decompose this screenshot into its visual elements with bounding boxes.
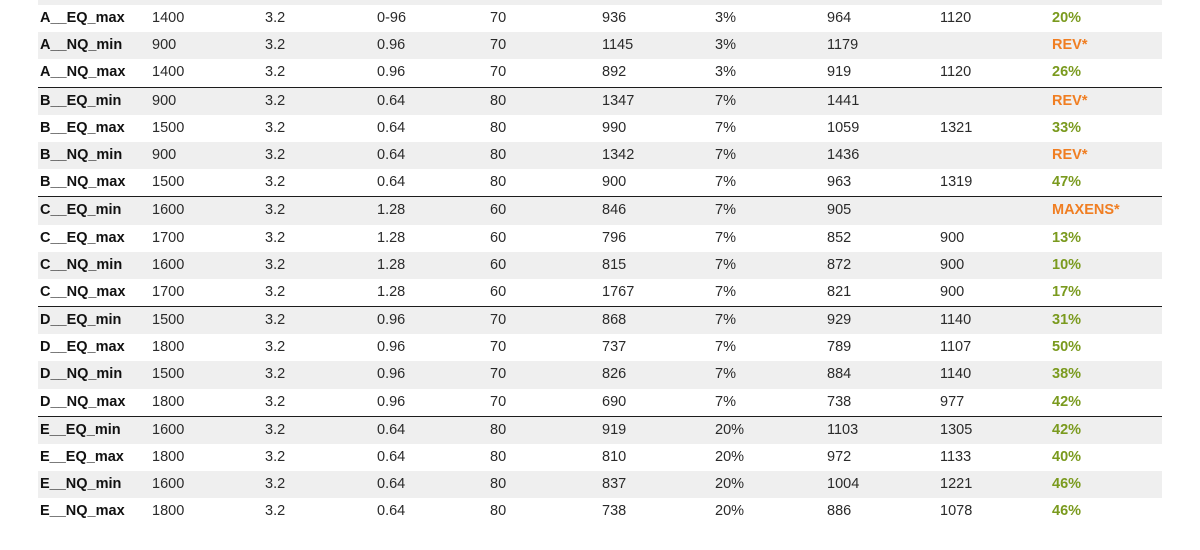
col6-cell: 20% xyxy=(715,449,745,465)
table-row xyxy=(38,471,1162,498)
result-cell: 31% xyxy=(1052,312,1082,329)
result-cell: REV* xyxy=(1052,92,1088,109)
col4-cell: 70 xyxy=(490,339,507,356)
col3-cell: 0.64 xyxy=(377,449,406,465)
table-row xyxy=(38,307,1162,334)
col1-cell: 1800 xyxy=(152,393,185,410)
table-row xyxy=(38,498,1162,525)
results-table xyxy=(38,0,1162,526)
col1-cell: 1500 xyxy=(152,366,185,383)
col1-cell: 1400 xyxy=(152,64,185,81)
col5-cell: 846 xyxy=(602,202,627,219)
col2-cell: 3.2 xyxy=(265,256,286,273)
col7-cell: 1436 xyxy=(827,146,860,163)
col4-cell: 60 xyxy=(490,202,507,219)
col1-cell: 1800 xyxy=(152,339,185,356)
case-id-cell: B__NQ_max xyxy=(40,174,126,191)
col3-cell: 0.96 xyxy=(377,37,406,54)
case-id-cell: E__NQ_max xyxy=(40,503,125,520)
col5-cell: 990 xyxy=(602,119,627,136)
col6-cell: 7% xyxy=(715,174,736,191)
col1-cell: 1700 xyxy=(152,283,185,300)
col6-cell: 20% xyxy=(715,421,745,438)
result-cell: 47% xyxy=(1052,174,1082,191)
col3-cell: 0-96 xyxy=(377,10,407,26)
case-id-cell: D__EQ_min xyxy=(40,312,122,329)
case-id-cell: A__EQ_max xyxy=(40,10,125,26)
col6-cell: 7% xyxy=(715,393,736,410)
result-cell: REV* xyxy=(1052,37,1088,54)
col4-cell: 80 xyxy=(490,503,507,520)
table-row xyxy=(38,88,1162,115)
table-row xyxy=(38,59,1162,87)
col5-cell: 1342 xyxy=(602,146,635,163)
col2-cell: 3.2 xyxy=(265,146,286,163)
col6-cell: 7% xyxy=(715,256,736,273)
table-body xyxy=(38,5,1162,526)
col1-cell: 1600 xyxy=(152,421,185,438)
col1-cell: 1700 xyxy=(152,229,185,246)
col3-cell: 1.28 xyxy=(377,283,406,300)
col8-cell: 1221 xyxy=(940,476,973,493)
col1-cell: 1500 xyxy=(152,119,185,136)
col1-cell: 1400 xyxy=(152,10,185,26)
col1-cell: 900 xyxy=(152,92,177,109)
case-id-cell: E__NQ_min xyxy=(40,476,122,493)
col4-cell: 60 xyxy=(490,256,507,273)
col2-cell: 3.2 xyxy=(265,503,286,520)
col3-cell: 1.28 xyxy=(377,202,406,219)
table-row xyxy=(38,5,1162,32)
col7-cell: 789 xyxy=(827,339,852,356)
col7-cell: 872 xyxy=(827,256,852,273)
col2-cell: 3.2 xyxy=(265,421,286,438)
col1-cell: 1600 xyxy=(152,202,185,219)
col5-cell: 1767 xyxy=(602,283,635,300)
col4-cell: 80 xyxy=(490,174,507,191)
col1-cell: 1600 xyxy=(152,476,185,493)
case-id-cell: C__EQ_min xyxy=(40,202,122,219)
col2-cell: 3.2 xyxy=(265,449,286,465)
case-id-cell: A__NQ_max xyxy=(40,64,126,81)
result-cell: 13% xyxy=(1052,229,1082,246)
col5-cell: 919 xyxy=(602,421,627,438)
col5-cell: 815 xyxy=(602,256,627,273)
col2-cell: 3.2 xyxy=(265,64,286,81)
col3-cell: 0.96 xyxy=(377,366,406,383)
col7-cell: 905 xyxy=(827,202,852,219)
table-row xyxy=(38,142,1162,169)
col2-cell: 3.2 xyxy=(265,339,286,356)
result-cell: REV* xyxy=(1052,146,1088,163)
col7-cell: 738 xyxy=(827,393,852,410)
col7-cell: 886 xyxy=(827,503,852,520)
table-row xyxy=(38,197,1162,224)
col3-cell: 0.64 xyxy=(377,92,406,109)
col7-cell: 964 xyxy=(827,10,852,26)
col8-cell: 900 xyxy=(940,229,965,246)
col2-cell: 3.2 xyxy=(265,283,286,300)
col8-cell: 977 xyxy=(940,393,965,410)
col6-cell: 3% xyxy=(715,37,736,54)
col5-cell: 826 xyxy=(602,366,627,383)
case-id-cell: B__NQ_min xyxy=(40,146,123,163)
result-cell: 20% xyxy=(1052,10,1082,26)
result-cell: 10% xyxy=(1052,256,1082,273)
col8-cell: 1120 xyxy=(940,10,972,26)
col7-cell: 1059 xyxy=(827,119,860,136)
col8-cell: 1133 xyxy=(940,449,972,465)
col2-cell: 3.2 xyxy=(265,366,286,383)
col2-cell: 3.2 xyxy=(265,229,286,246)
col5-cell: 1347 xyxy=(602,92,635,109)
col5-cell: 900 xyxy=(602,174,627,191)
table-row xyxy=(38,169,1162,197)
col1-cell: 1600 xyxy=(152,256,185,273)
col8-cell: 1120 xyxy=(940,64,972,81)
col4-cell: 70 xyxy=(490,393,507,410)
col3-cell: 1.28 xyxy=(377,229,406,246)
col1-cell: 900 xyxy=(152,37,177,54)
col6-cell: 7% xyxy=(715,146,736,163)
col7-cell: 821 xyxy=(827,283,852,300)
result-cell: 17% xyxy=(1052,283,1082,300)
col3-cell: 0.96 xyxy=(377,312,406,329)
col2-cell: 3.2 xyxy=(265,10,286,26)
table-row xyxy=(38,32,1162,59)
case-id-cell: A__NQ_min xyxy=(40,37,123,54)
col3-cell: 0.64 xyxy=(377,119,406,136)
case-id-cell: B__EQ_max xyxy=(40,119,125,136)
col7-cell: 852 xyxy=(827,229,852,246)
col3-cell: 0.96 xyxy=(377,64,406,81)
col4-cell: 70 xyxy=(490,10,507,26)
col2-cell: 3.2 xyxy=(265,174,286,191)
case-id-cell: C__NQ_min xyxy=(40,256,123,273)
col4-cell: 80 xyxy=(490,476,507,493)
col5-cell: 892 xyxy=(602,64,627,81)
col4-cell: 70 xyxy=(490,366,507,383)
col5-cell: 690 xyxy=(602,393,627,410)
col6-cell: 3% xyxy=(715,10,736,26)
table-row xyxy=(38,252,1162,279)
col7-cell: 1103 xyxy=(827,421,859,438)
col5-cell: 796 xyxy=(602,229,627,246)
result-cell: 26% xyxy=(1052,64,1082,81)
table-row xyxy=(38,417,1162,444)
col6-cell: 7% xyxy=(715,92,736,109)
col6-cell: 7% xyxy=(715,339,736,356)
col4-cell: 70 xyxy=(490,37,507,54)
col6-cell: 7% xyxy=(715,229,736,246)
col6-cell: 3% xyxy=(715,64,736,81)
col3-cell: 0.64 xyxy=(377,174,406,191)
col8-cell: 900 xyxy=(940,256,965,273)
col8-cell: 900 xyxy=(940,283,965,300)
col1-cell: 900 xyxy=(152,146,177,163)
col6-cell: 7% xyxy=(715,283,736,300)
result-cell: MAXENS* xyxy=(1052,202,1120,219)
col4-cell: 60 xyxy=(490,229,507,246)
col2-cell: 3.2 xyxy=(265,476,286,493)
col8-cell: 1107 xyxy=(940,339,972,356)
col7-cell: 929 xyxy=(827,312,852,329)
col3-cell: 0.64 xyxy=(377,146,406,163)
col4-cell: 80 xyxy=(490,421,507,438)
col6-cell: 7% xyxy=(715,366,736,383)
col8-cell: 1319 xyxy=(940,174,973,191)
col5-cell: 868 xyxy=(602,312,627,329)
col4-cell: 80 xyxy=(490,92,507,109)
col4-cell: 70 xyxy=(490,64,507,81)
table-row xyxy=(38,389,1162,417)
col7-cell: 1441 xyxy=(827,92,860,109)
col5-cell: 936 xyxy=(602,10,627,26)
result-cell: 42% xyxy=(1052,393,1082,410)
col4-cell: 80 xyxy=(490,146,507,163)
result-cell: 50% xyxy=(1052,339,1082,356)
case-id-cell: C__EQ_max xyxy=(40,229,125,246)
case-id-cell: D__NQ_min xyxy=(40,366,123,383)
col2-cell: 3.2 xyxy=(265,202,286,219)
col1-cell: 1800 xyxy=(152,503,185,520)
col2-cell: 3.2 xyxy=(265,92,286,109)
result-cell: 46% xyxy=(1052,476,1082,493)
col7-cell: 1179 xyxy=(827,37,859,54)
col2-cell: 3.2 xyxy=(265,119,286,136)
col5-cell: 738 xyxy=(602,503,627,520)
col1-cell: 1500 xyxy=(152,174,185,191)
result-cell: 42% xyxy=(1052,421,1082,438)
col1-cell: 1500 xyxy=(152,312,185,329)
col6-cell: 7% xyxy=(715,312,736,329)
col2-cell: 3.2 xyxy=(265,312,286,329)
table-row xyxy=(38,115,1162,142)
result-cell: 38% xyxy=(1052,366,1082,383)
col2-cell: 3.2 xyxy=(265,393,286,410)
col3-cell: 0.64 xyxy=(377,503,406,520)
col7-cell: 884 xyxy=(827,366,852,383)
col4-cell: 60 xyxy=(490,283,507,300)
table-row xyxy=(38,225,1162,252)
col6-cell: 7% xyxy=(715,119,736,136)
col3-cell: 0.64 xyxy=(377,421,406,438)
case-id-cell: C__NQ_max xyxy=(40,283,126,300)
col5-cell: 737 xyxy=(602,339,627,356)
col3-cell: 0.96 xyxy=(377,393,406,410)
table-row xyxy=(38,444,1162,471)
col1-cell: 1800 xyxy=(152,449,185,465)
col8-cell: 1321 xyxy=(940,119,973,136)
col7-cell: 919 xyxy=(827,64,852,81)
col2-cell: 3.2 xyxy=(265,37,286,54)
col3-cell: 1.28 xyxy=(377,256,406,273)
table-row xyxy=(38,334,1162,361)
case-id-cell: D__NQ_max xyxy=(40,393,126,410)
result-cell: 33% xyxy=(1052,119,1082,136)
table-row xyxy=(38,361,1162,388)
case-id-cell: E__EQ_min xyxy=(40,421,121,438)
case-id-cell: B__EQ_min xyxy=(40,92,122,109)
col5-cell: 810 xyxy=(602,449,627,465)
case-id-cell: D__EQ_max xyxy=(40,339,125,356)
case-id-cell: E__EQ_max xyxy=(40,449,124,465)
col6-cell: 20% xyxy=(715,476,745,493)
col5-cell: 1145 xyxy=(602,37,634,54)
col6-cell: 20% xyxy=(715,503,745,520)
col8-cell: 1305 xyxy=(940,421,973,438)
col8-cell: 1078 xyxy=(940,503,973,520)
col7-cell: 963 xyxy=(827,174,852,191)
col4-cell: 80 xyxy=(490,449,507,465)
col7-cell: 1004 xyxy=(827,476,860,493)
col4-cell: 80 xyxy=(490,119,507,136)
col8-cell: 1140 xyxy=(940,312,972,329)
col5-cell: 837 xyxy=(602,476,627,493)
result-cell: 40% xyxy=(1052,449,1082,465)
result-cell: 46% xyxy=(1052,503,1082,520)
col6-cell: 7% xyxy=(715,202,736,219)
table-row xyxy=(38,279,1162,307)
col3-cell: 0.96 xyxy=(377,339,406,356)
col3-cell: 0.64 xyxy=(377,476,406,493)
col8-cell: 1140 xyxy=(940,366,972,383)
col4-cell: 70 xyxy=(490,312,507,329)
col7-cell: 972 xyxy=(827,449,852,465)
